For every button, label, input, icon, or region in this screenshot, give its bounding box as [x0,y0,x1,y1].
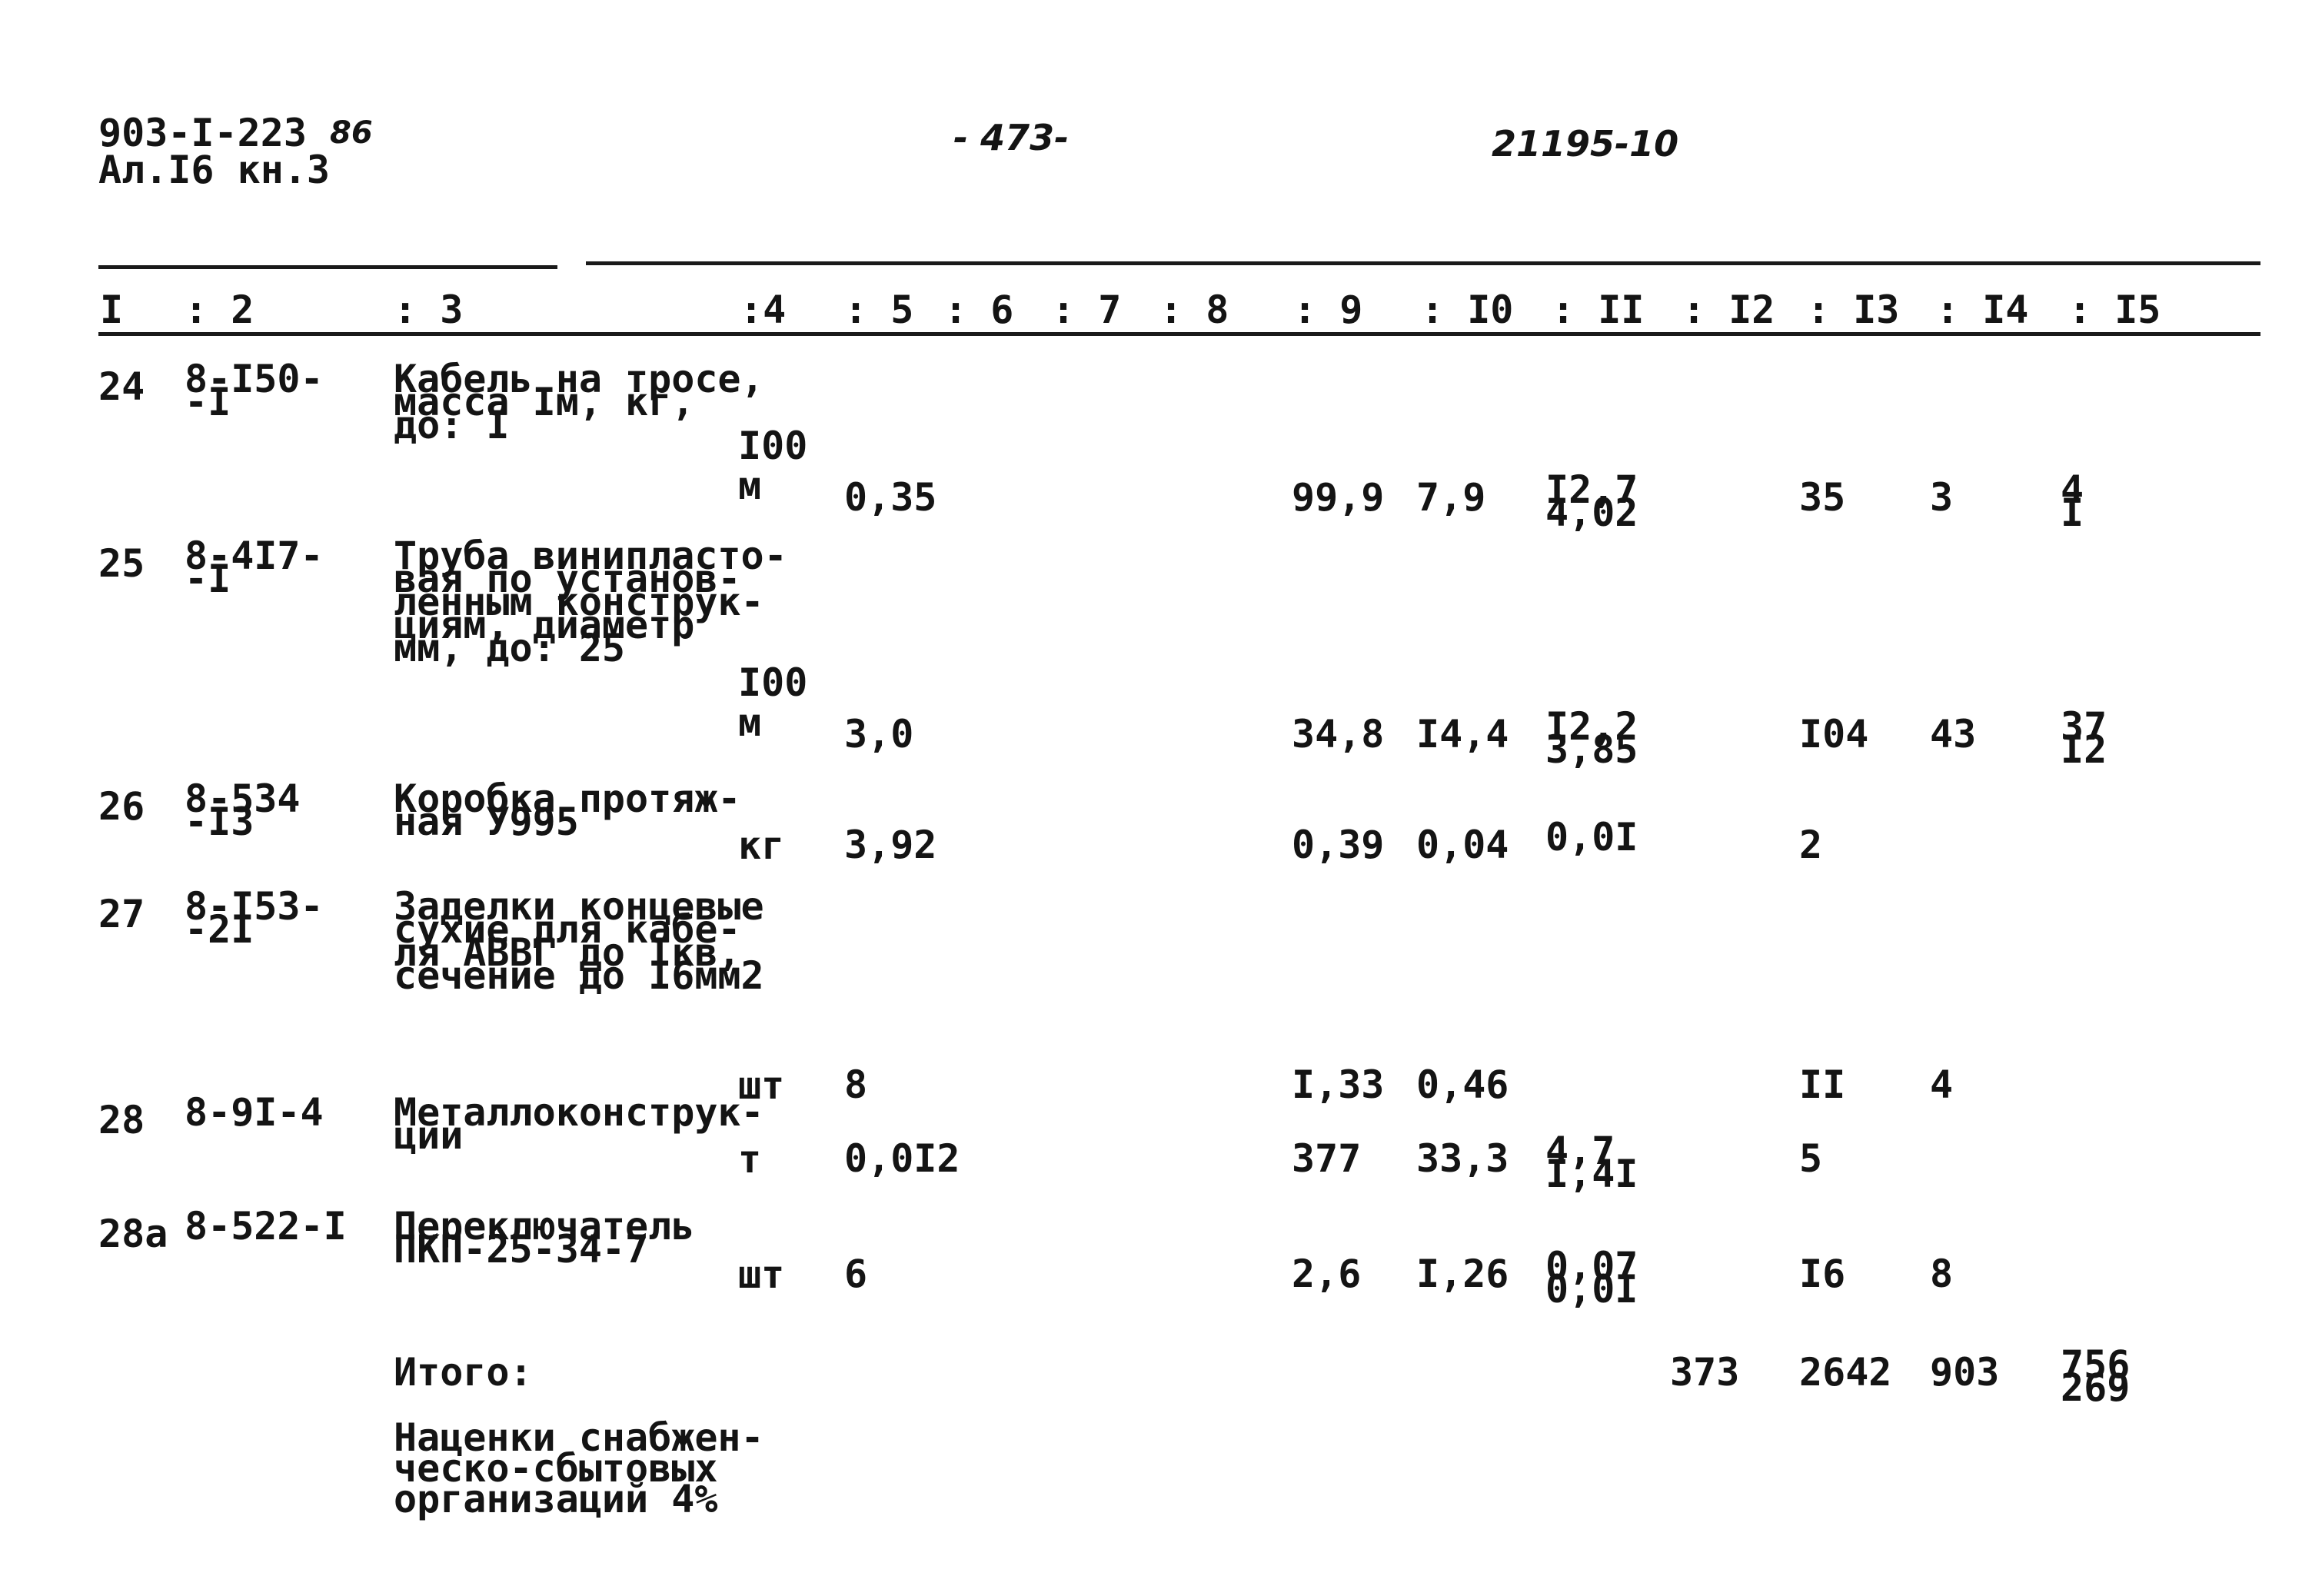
markup-note: Наценки снабжен- ческо-сбытовых организаций 4% [394,1415,764,1521]
row-col-14: 3 [1930,475,1954,520]
row-unit: шт [738,1252,785,1297]
row-col-13: II [1799,1062,1846,1107]
column-header-6: : 6 [944,288,1014,332]
row-number: 26 [98,784,145,829]
column-header-12: : I2 [1682,288,1775,332]
row-qty: 8 [844,1062,868,1107]
row-col-9: 0,39 [1292,823,1385,867]
totals-col-14: 903 [1930,1350,2000,1395]
row-qty: 0,0I2 [844,1136,960,1181]
row-col-13: 5 [1799,1136,1823,1181]
row-col-10: I,26 [1416,1252,1509,1296]
row-number: 25 [98,541,145,586]
row-name: Труба винипласто- вая по установ- ленным конструк- циям, диаметр мм, до: 25 [394,534,787,670]
row-number: 28 [98,1098,145,1142]
album-label: Ал.I6 кн.3 [98,148,331,192]
row-col-9: I,33 [1292,1062,1385,1107]
column-header-11: : II [1552,288,1645,332]
column-header-10: : I0 [1421,288,1514,332]
row-col-9: 2,6 [1292,1252,1362,1296]
row-col-15: 37 I2 [2061,704,2107,772]
row-name: Кабель на тросе, масса Iм, кг, до: I [394,357,764,447]
page-number: - 473- [953,117,1070,158]
column-header-3: : 3 [394,288,464,332]
row-col-11: 0,07 0,0I [1545,1244,1638,1312]
row-unit: шт [738,1063,785,1108]
row-col-11: 4,7 I,4I [1545,1129,1638,1196]
totals-col-12: 373 [1670,1350,1740,1395]
column-header-2: : 2 [185,288,254,332]
sheet-code: 21195-10 [1492,123,1679,165]
document-code: 903-I-223 $^{86}$ [98,111,373,155]
row-qty: 3,92 [844,823,937,867]
row-code: 8-I53- -2I [185,884,324,952]
column-header-1: I [100,288,124,332]
row-col-13: 2 [1799,823,1823,867]
document-year: 86 [330,115,373,151]
row-name: Переключатель ПКП-25-34-7 [394,1204,695,1272]
row-col-11: I2,2 3,85 [1545,704,1638,772]
row-name: Металлоконструк- ции [394,1090,764,1158]
row-name: Коробка протяж- ная У995 [394,776,741,844]
row-number: 27 [98,892,145,936]
header-rule-top-left [98,265,557,269]
row-col-9: 99,9 [1292,475,1385,520]
row-col-10: 7,9 [1416,475,1486,520]
column-header-7: : 7 [1052,288,1122,332]
header-rule-bottom [98,332,2260,336]
column-header-13: : I3 [1807,288,1900,332]
row-col-11: 0,0I [1545,815,1638,860]
row-col-10: 0,46 [1416,1062,1509,1107]
row-col-10: I4,4 [1416,712,1509,756]
column-header-5: : 5 [844,288,914,332]
row-unit: т [738,1137,762,1182]
row-code: 8-9I-4 [185,1090,324,1135]
row-col-14: 8 [1930,1252,1954,1296]
row-unit: I00 м [738,424,808,508]
row-number: 28а [98,1212,168,1256]
row-qty: 3,0 [844,712,914,756]
totals-label: Итого: [394,1350,533,1395]
row-col-11: I2,7 4,02 [1545,467,1638,535]
column-header-8: : 8 [1159,288,1229,332]
row-col-13: I04 [1799,712,1869,756]
row-col-15: 4 I [2061,467,2084,535]
column-header-4: :4 [740,288,787,332]
row-code: 8-522-I [185,1204,347,1249]
row-col-14: 43 [1930,712,1977,756]
row-code: 8-I50- -I [185,357,324,424]
row-col-13: 35 [1799,475,1846,520]
row-code: 8-4I7- -I [185,534,324,601]
row-code: 8-534 -I3 [185,776,301,844]
row-col-10: 33,3 [1416,1136,1509,1181]
row-qty: 0,35 [844,475,937,520]
row-col-14: 4 [1930,1062,1954,1107]
row-name: Заделки концевые сухие для кабе- ля АВВГ до Iкв, сечение до I6мм2 [394,884,764,998]
row-unit: I00 м [738,660,808,745]
totals-col-15: 756 269 [2061,1342,2131,1410]
column-header-9: : 9 [1293,288,1363,332]
row-number: 24 [98,364,145,409]
column-header-14: : I4 [1936,288,2029,332]
header-rule-top-right [586,261,2260,265]
row-unit: кг [738,823,785,868]
row-col-10: 0,04 [1416,823,1509,867]
totals-col-13: 2642 [1799,1350,1892,1395]
row-qty: 6 [844,1252,868,1296]
row-col-9: 377 [1292,1136,1362,1181]
row-col-13: I6 [1799,1252,1846,1296]
column-header-15: : I5 [2068,288,2161,332]
row-col-9: 34,8 [1292,712,1385,756]
